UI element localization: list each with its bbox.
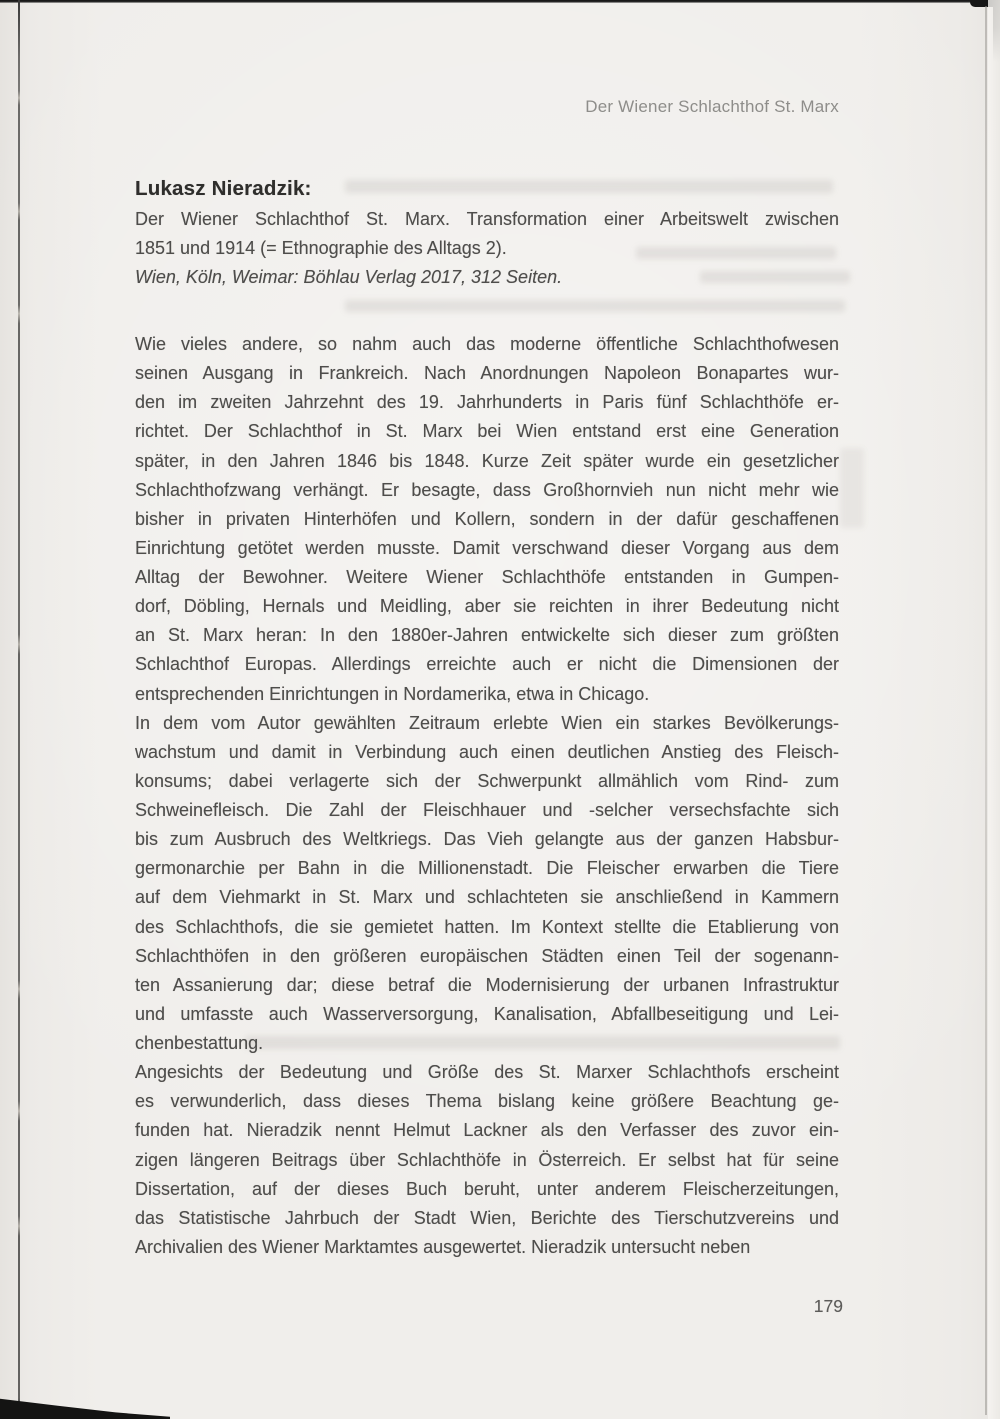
text-line: auf dem Viehmarkt in St. Marx und schlachteten sie anschließend in Kammern: [135, 887, 839, 908]
review-author: Lukasz Nieradzik:: [135, 177, 312, 200]
text-line: dorf, Döbling, Hernals und Meidling, aber sie reichten in ihrer Bedeutung nicht: [135, 596, 839, 617]
text-line: später, in den Jahren 1846 bis 1848. Kurze Zeit später wurde ein gesetzlicher: [135, 450, 839, 471]
text-line: funden hat. Nieradzik nennt Helmut Lackner als den Verfasser des zuvor ein-: [135, 1120, 839, 1141]
text-line: das Statistische Jahrbuch der Stadt Wien, Berichte des Tierschutzvereins und: [135, 1207, 839, 1228]
text-line: es verwunderlich, dass dieses Thema bislang keine größere Beachtung ge-: [135, 1091, 839, 1112]
scan-bottom-left-shadow: [0, 1397, 170, 1419]
text-line: chenbestattung.: [135, 1033, 264, 1053]
text-line: Der Wiener Schlachthof St. Marx. Transformation einer Arbeitswelt zwischen: [135, 209, 839, 229]
text-line: Alltag der Bewohner. Weitere Wiener Schlachthöfe entstanden in Gumpen-: [135, 567, 839, 587]
review-title: [135, 205, 839, 263]
text-line: bisher in privaten Hinterhöfen und Kollern, sondern in der dafür geschaffenen: [135, 508, 839, 529]
text-line: Einrichtung getötet werden musste. Damit verschwand dieser Vorgang aus dem: [135, 537, 839, 558]
text-line: zigen längeren Beitrags über Schlachthöfe in Österreich. Er selbst hat für seine: [135, 1149, 839, 1170]
text-line: germonarchie per Bahn in die Millionenstadt. Die Fleischer erwarben die Tiere: [135, 858, 839, 879]
page-fold-line: [18, 0, 20, 1419]
text-line: Schlachthöfen in den größeren europäischen Städten einen Teil der sogenann-: [135, 945, 839, 966]
bleed-through-artifact: [345, 300, 845, 312]
text-line: an St. Marx heran: In den 1880er-Jahren entwickelte sich dieser zum größten: [135, 625, 839, 646]
page-edge-line: [985, 6, 987, 1415]
review-heading-block: [135, 172, 839, 292]
text-line: Wie vieles andere, so nahm auch das moderne öffentliche Schlachthofwesen: [135, 334, 839, 354]
text-line: 1851 und 1914 (= Ethnographie des Alltags 2).: [135, 238, 507, 259]
text-line: konsums; dabei verlagerte sich der Schwerpunkt allmählich vom Rind- zum: [135, 770, 839, 791]
page-number: 179: [813, 1296, 843, 1316]
scan-top-edge: [0, 0, 1000, 3]
text-line: des Schlachthofs, die sie gemietet hatten. Im Kontext stellte die Etablierung von: [135, 916, 839, 937]
review-imprint: Wien, Köln, Weimar: Böhlau Verlag 2017, 312 Seiten.: [135, 267, 563, 288]
text-line: Schweinefleisch. Die Zahl der Fleischhauer und -selcher versechsfachte sich: [135, 800, 839, 820]
text-line: entsprechenden Einrichtungen in Nordamerika, etwa in Chicago.: [135, 683, 650, 704]
text-line: Archivalien des Wiener Marktamtes ausgewertet. Nieradzik untersucht neben: [135, 1236, 751, 1257]
text-line: bis zum Ausbruch des Weltkriegs. Das Vieh gelangte aus der ganzen Habsbur-: [135, 829, 839, 850]
text-line: den im zweiten Jahrzehnt des 19. Jahrhunderts in Paris fünf Schlachthöfe er-: [135, 392, 839, 413]
text-line: richtet. Der Schlachthof in St. Marx bei Wien entstand erst eine Generation: [135, 421, 839, 442]
text-line: Schlachthof Europas. Allerdings erreichte auch er nicht die Dimensionen der: [135, 654, 839, 675]
bleed-through-artifact: [840, 448, 864, 528]
page-right-edge: [988, 0, 1000, 1419]
review-body: [135, 330, 839, 1262]
text-line: und umfasste auch Wasserversorgung, Kanalisation, Abfallbeseitigung und Lei-: [135, 1003, 839, 1024]
text-line: wachstum und damit in Verbindung auch einen deutlichen Anstieg des Fleisch-: [135, 741, 839, 762]
text-line: In dem vom Autor gewählten Zeitraum erlebte Wien ein starkes Bevölkerungs-: [135, 712, 839, 733]
text-line: ten Assanierung dar; diese betraf die Modernisierung der urbanen Infrastruktur: [135, 974, 839, 995]
text-line: Schlachthofzwang verhängt. Er besagte, dass Großhornvieh nun nicht mehr wie: [135, 479, 839, 500]
text-line: Angesichts der Bedeutung und Größe des St. Marxer Schlachthofs erscheint: [135, 1062, 839, 1083]
text-line: seinen Ausgang in Frankreich. Nach Anordnungen Napoleon Bonapartes wur-: [135, 363, 839, 384]
running-header: Der Wiener Schlachthof St. Marx: [585, 97, 839, 116]
text-line: Dissertation, auf der dieses Buch beruht, unter anderem Fleischerzeitungen,: [135, 1178, 839, 1199]
